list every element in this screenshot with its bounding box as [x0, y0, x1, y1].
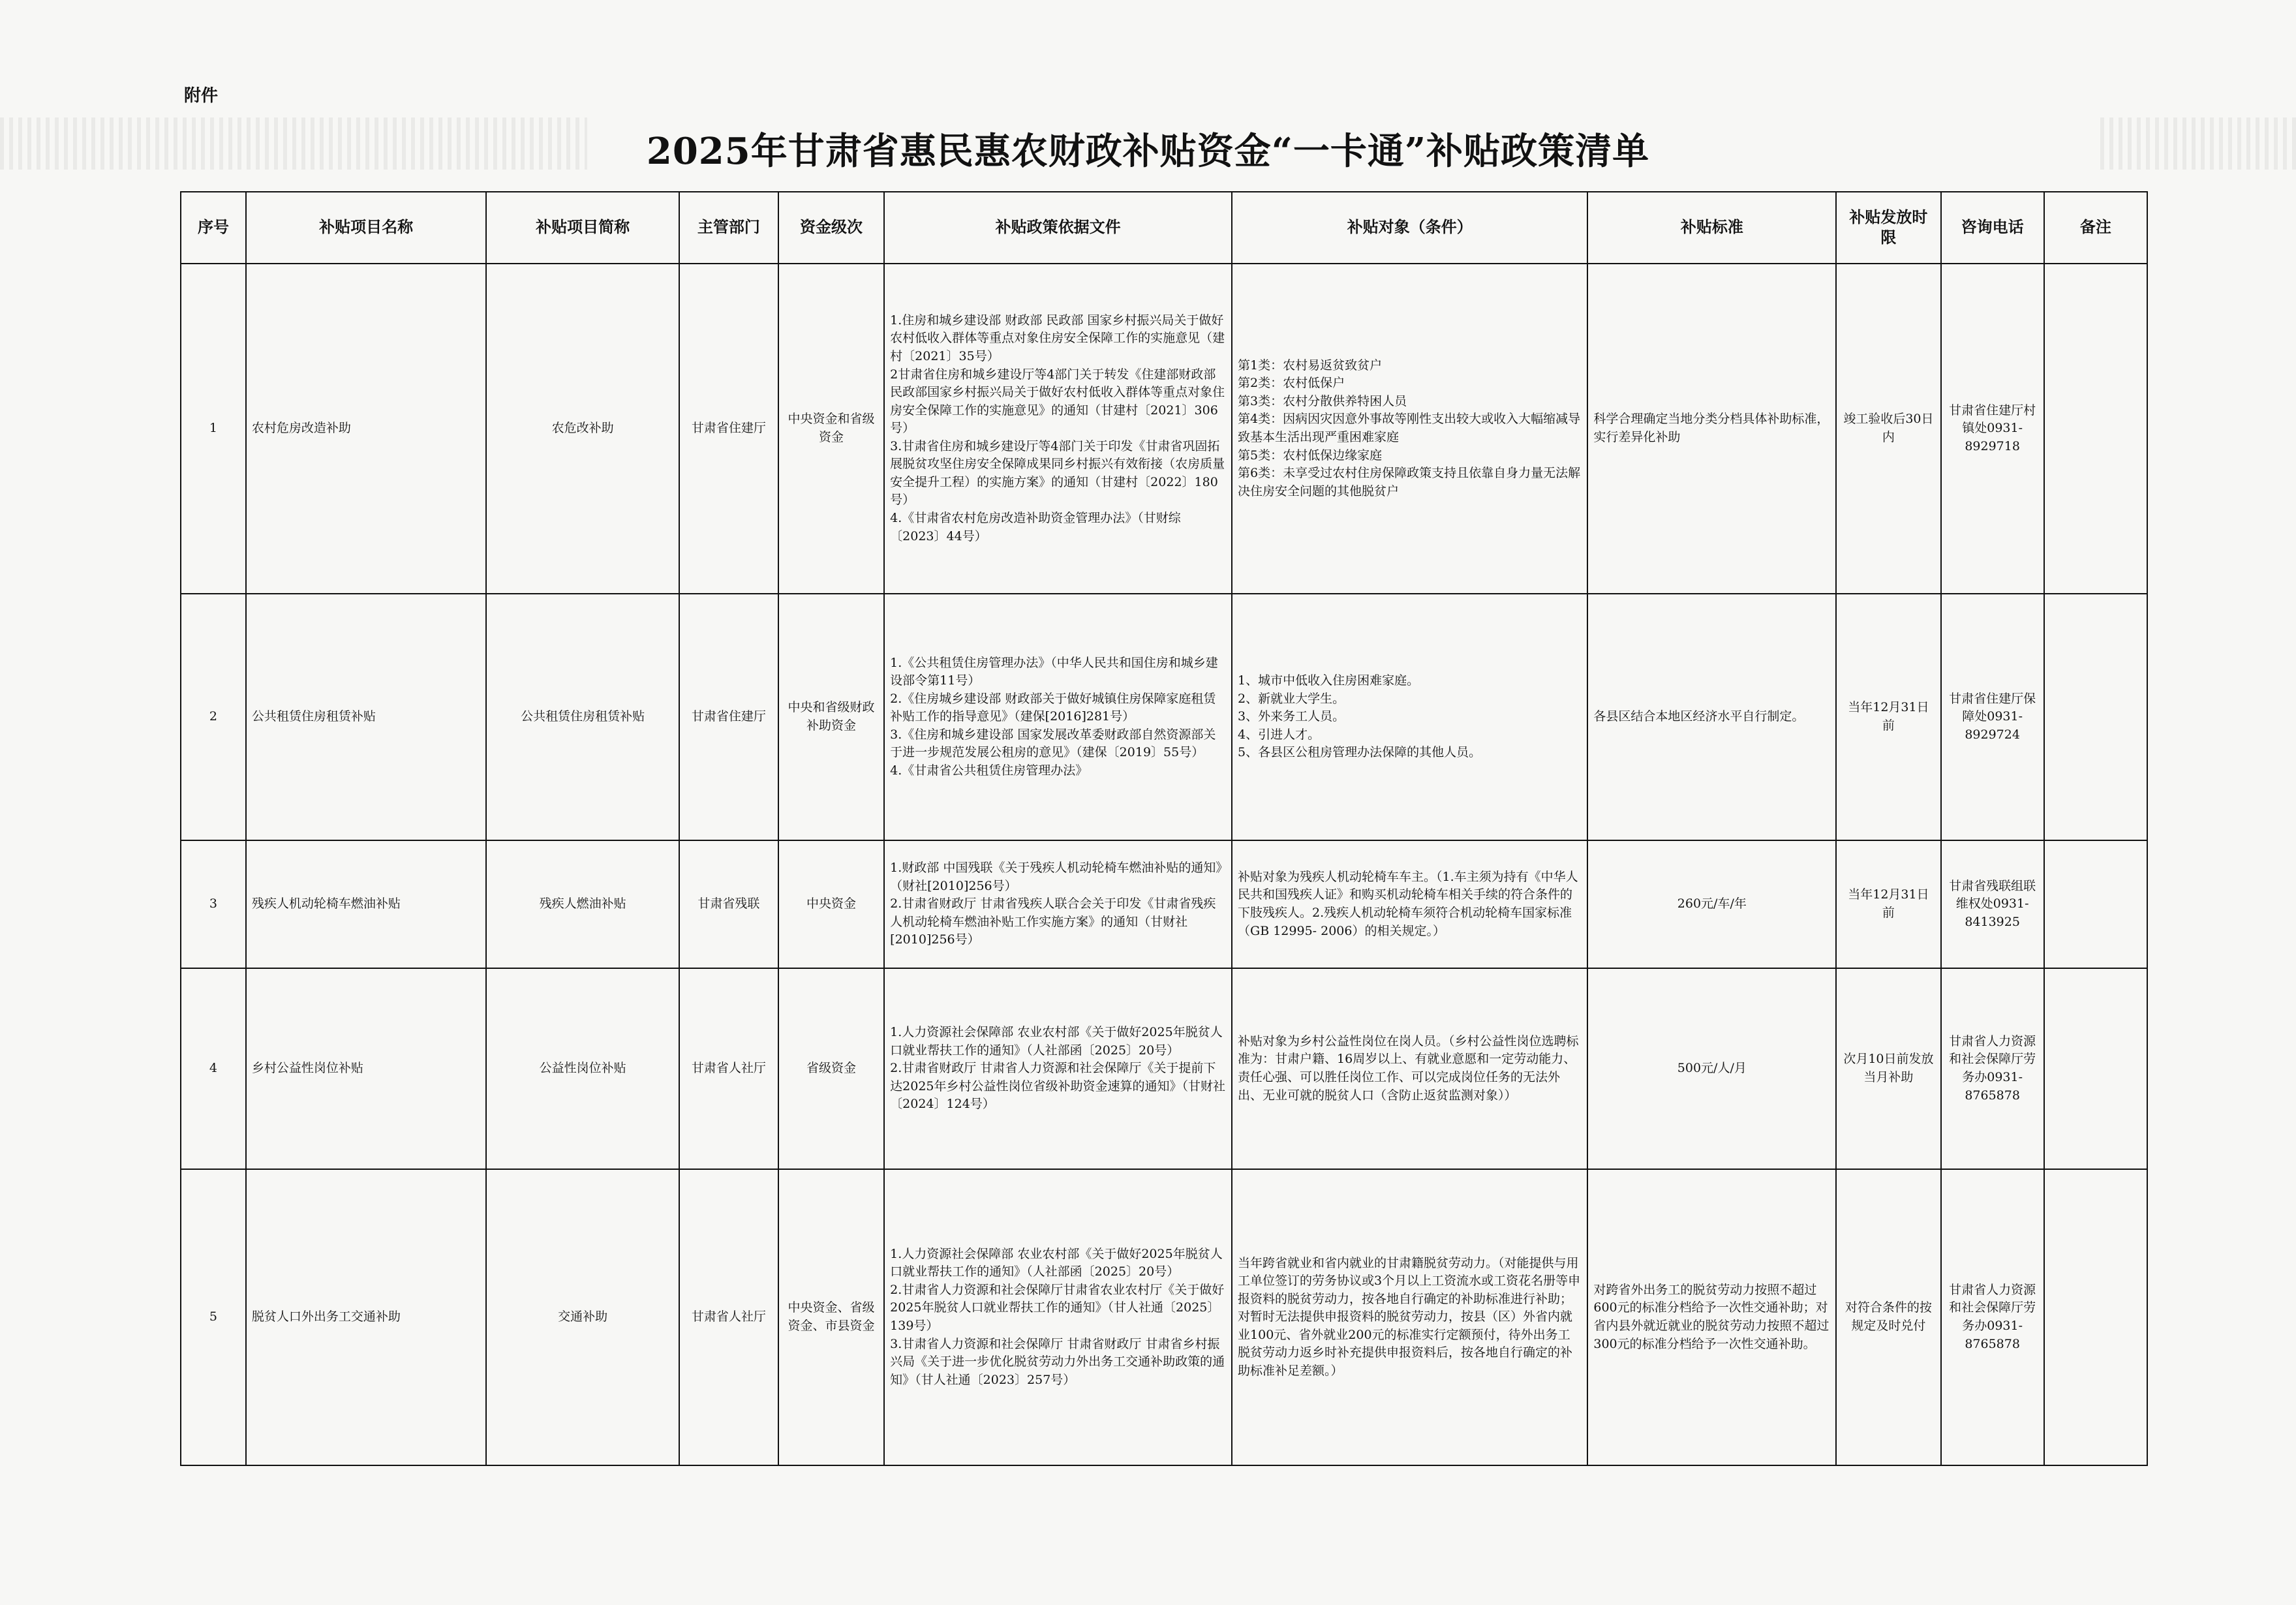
cell-target: 补贴对象为残疾人机动轮椅车车主。（1.车主须为持有《中华人民共和国残疾人证》和购买机动轮椅车相关手续的符合条件的下肢残疾人。2.残疾人机动轮椅车须符合机动轮椅车国家标准（GB 12995- 2006）的相关规定。） [1232, 840, 1587, 968]
cell-no: 3 [181, 840, 246, 968]
cell-time: 当年12月31日前 [1836, 840, 1940, 968]
cell-name: 脱贫人口外出务工交通补助 [246, 1169, 486, 1465]
cell-time: 竣工验收后30日内 [1836, 264, 1940, 594]
cell-phone: 甘肃省住建厅村镇处0931-8929718 [1941, 264, 2044, 594]
cell-level: 中央资金和省级资金 [778, 264, 884, 594]
cell-time: 当年12月31日前 [1836, 594, 1940, 840]
cell-dept: 甘肃省人社厅 [679, 1169, 778, 1465]
header-docs: 补贴政策依据文件 [884, 192, 1232, 264]
cell-short: 农危改补助 [486, 264, 679, 594]
cell-level: 中央和省级财政补助资金 [778, 594, 884, 840]
cell-no: 5 [181, 1169, 246, 1465]
header-phone: 咨询电话 [1941, 192, 2044, 264]
cell-target: 补贴对象为乡村公益性岗位在岗人员。（乡村公益性岗位选聘标准为：甘肃户籍、16周岁以上、有就业意愿和一定劳动能力、责任心强、可以胜任岗位工作、可以完成岗位任务的无法外出、无业可就的脱贫人口（含防止返贫监测对象）） [1232, 968, 1587, 1169]
cell-level: 中央资金 [778, 840, 884, 968]
cell-phone: 甘肃省人力资源和社会保障厅劳务办0931-8765878 [1941, 1169, 2044, 1465]
cell-short: 公益性岗位补贴 [486, 968, 679, 1169]
cell-docs: 1.《公共租赁住房管理办法》（中华人民共和国住房和城乡建设部令第11号） 2.《住房城乡建设部 财政部关于做好城镇住房保障家庭租赁补贴工作的指导意见》（建保[2016]281号） 3.《住房和城乡建设部 国家发展改革委财政部自然资源部关于进一步规范发展公租房的意见》（建保〔2019〕55号） 4.《甘肃省公共租赁住房管理办法》 [884, 594, 1232, 840]
cell-standard: 对跨省外出务工的脱贫劳动力按照不超过600元的标准分档给予一次性交通补助；对省内县外就近就业的脱贫劳动力按照不超过300元的标准分档给予一次性交通补助。 [1587, 1169, 1836, 1465]
cell-name: 残疾人机动轮椅车燃油补贴 [246, 840, 486, 968]
cell-level: 省级资金 [778, 968, 884, 1169]
cell-short: 公共租赁住房租赁补贴 [486, 594, 679, 840]
cell-remark [2044, 840, 2147, 968]
cell-dept: 甘肃省残联 [679, 840, 778, 968]
cell-short: 交通补助 [486, 1169, 679, 1465]
cell-standard: 科学合理确定当地分类分档具体补助标准，实行差异化补助 [1587, 264, 1836, 594]
cell-dept: 甘肃省人社厅 [679, 968, 778, 1169]
table-row [181, 264, 2147, 594]
cell-time: 对符合条件的按规定及时兑付 [1836, 1169, 1940, 1465]
cell-target: 第1类：农村易返贫致贫户 第2类：农村低保户 第3类：农村分散供养特困人员 第4类：因病因灾因意外事故等刚性支出较大或收入大幅缩减导致基本生活出现严重困难家庭 第5类：农村低保边缘家庭 第6类：未享受过农村住房保障政策支持且依靠自身力量无法解决住房安全问题的其他脱贫户 [1232, 264, 1587, 594]
cell-docs: 1.住房和城乡建设部 财政部 民政部 国家乡村振兴局关于做好农村低收入群体等重点对象住房安全保障工作的实施意见（建村〔2021〕35号） 2甘肃省住房和城乡建设厅等4部门关于转发《住建部财政部民政部国家乡村振兴局关于做好农村低收入群体等重点对象住房安全保障工作的实施意见》的通知（甘建村〔2021〕306号） 3.甘肃省住房和城乡建设厅等4部门关于印发《甘肃省巩固拓展脱贫攻坚住房安全保障成果同乡村振兴有效衔接（农房质量安全提升工程）的实施方案》的通知（甘建村〔2022〕180号） 4.《甘肃省农村危房改造补助资金管理办法》（甘财综〔2023〕44号） [884, 264, 1232, 594]
cell-docs: 1.人力资源社会保障部 农业农村部《关于做好2025年脱贫人口就业帮扶工作的通知》（人社部函〔2025〕20号） 2.甘肃省人力资源和社会保障厅甘肃省农业农村厅《关于做好2025年脱贫人口就业帮扶工作的通知》（甘人社通〔2025〕139号） 3.甘肃省人力资源和社会保障厅 甘肃省财政厅 甘肃省乡村振兴局《关于进一步优化脱贫劳动力外出务工交通补助政策的通知》（甘人社通〔2023〕257号） [884, 1169, 1232, 1465]
cell-docs: 1.人力资源社会保障部 农业农村部《关于做好2025年脱贫人口就业帮扶工作的通知》（人社部函〔2025〕20号） 2.甘肃省财政厅 甘肃省人力资源和社会保障厅《关于提前下达2025年乡村公益性岗位省级补助资金速算的通知》（甘财社〔2024〕124号） [884, 968, 1232, 1169]
header-level: 资金级次 [778, 192, 884, 264]
table-header-row [181, 192, 2147, 264]
table-row [181, 594, 2147, 840]
cell-name: 农村危房改造补助 [246, 264, 486, 594]
cell-dept: 甘肃省住建厅 [679, 264, 778, 594]
cell-level: 中央资金、省级资金、市县资金 [778, 1169, 884, 1465]
table-row [181, 840, 2147, 968]
header-no: 序号 [181, 192, 246, 264]
cell-phone: 甘肃省残联组联维权处0931-8413925 [1941, 840, 2044, 968]
cell-target: 1、城市中低收入住房困难家庭。 2、新就业大学生。 3、外来务工人员。 4、引进人才。 5、各县区公租房管理办法保障的其他人员。 [1232, 594, 1587, 840]
attachment-label: 附件 [184, 86, 219, 106]
cell-phone: 甘肃省人力资源和社会保障厅劳务办0931-8765878 [1941, 968, 2044, 1169]
cell-standard: 260元/车/年 [1587, 840, 1836, 968]
cell-no: 2 [181, 594, 246, 840]
cell-dept: 甘肃省住建厅 [679, 594, 778, 840]
cell-name: 公共租赁住房租赁补贴 [246, 594, 486, 840]
cell-no: 1 [181, 264, 246, 594]
cell-target: 当年跨省就业和省内就业的甘肃籍脱贫劳动力。（对能提供与用工单位签订的劳务协议或3个月以上工资流水或工资花名册等申报资料的脱贫劳动力，按各地自行确定的补助标准进行补助；对暂时无法提供申报资料的脱贫劳动力，按县（区）外省内就业100元、省外就业200元的标准实行定额预付，待外出务工脱贫劳动力返乡时补充提供申报资料后，按各地自行确定的补助标准补足差额。） [1232, 1169, 1587, 1465]
cell-remark [2044, 594, 2147, 840]
cell-standard: 500元/人/月 [1587, 968, 1836, 1169]
cell-no: 4 [181, 968, 246, 1169]
subsidy-policy-table [180, 191, 2148, 1466]
cell-remark [2044, 968, 2147, 1169]
header-target: 补贴对象（条件） [1232, 192, 1587, 264]
cell-short: 残疾人燃油补贴 [486, 840, 679, 968]
cell-phone: 甘肃省住建厅保障处0931-8929724 [1941, 594, 2044, 840]
cell-time: 次月10日前发放当月补助 [1836, 968, 1940, 1169]
header-time: 补贴发放时限 [1836, 192, 1940, 264]
table-row [181, 1169, 2147, 1465]
header-short: 补贴项目简称 [486, 192, 679, 264]
header-standard: 补贴标准 [1587, 192, 1836, 264]
cell-remark [2044, 1169, 2147, 1465]
header-dept: 主管部门 [679, 192, 778, 264]
table-row [181, 968, 2147, 1169]
header-remark: 备注 [2044, 192, 2147, 264]
cell-remark [2044, 264, 2147, 594]
cell-standard: 各县区结合本地区经济水平自行制定。 [1587, 594, 1836, 840]
header-name: 补贴项目名称 [246, 192, 486, 264]
cell-name: 乡村公益性岗位补贴 [246, 968, 486, 1169]
document-title: 2025年甘肃省惠民惠农财政补贴资金“一卡通”补贴政策清单 [646, 130, 1650, 173]
cell-docs: 1.财政部 中国残联《关于残疾人机动轮椅车燃油补贴的通知》（财社[2010]256号） 2.甘肃省财政厅 甘肃省残疾人联合会关于印发《甘肃省残疾人机动轮椅车燃油补贴工作实施方案》的通知（甘财社[2010]256号） [884, 840, 1232, 968]
